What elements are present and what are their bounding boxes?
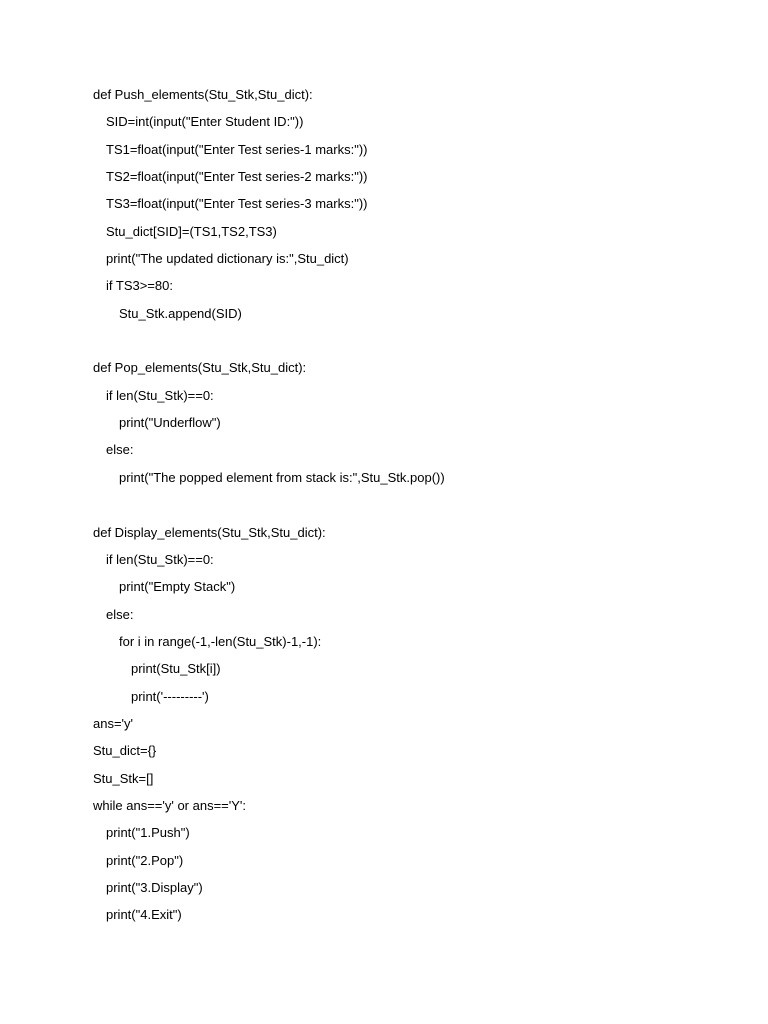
code-line: print('---------') — [131, 688, 209, 704]
code-line: Stu_Stk.append(SID) — [119, 305, 242, 321]
code-line: def Push_elements(Stu_Stk,Stu_dict): — [93, 87, 313, 102]
code-line: TS2=float(input("Enter Test series-2 marks:")) — [106, 169, 368, 185]
code-line: print("3.Display") — [106, 879, 203, 895]
code-line: print("1.Push") — [106, 825, 190, 841]
code-listing — [93, 86, 445, 934]
code-line: print("Underflow") — [119, 415, 221, 431]
code-line: SID=int(input("Enter Student ID:")) — [106, 114, 304, 130]
blank-line — [93, 332, 445, 359]
code-line: print("Empty Stack") — [119, 579, 236, 595]
code-line: Stu_Stk=[] — [93, 770, 154, 786]
code-line: def Display_elements(Stu_Stk,Stu_dict): — [93, 524, 326, 540]
code-line: print("4.Exit") — [106, 907, 182, 923]
code-line: def Pop_elements(Stu_Stk,Stu_dict): — [93, 360, 307, 376]
blank-line — [93, 496, 445, 523]
code-line: ans='y' — [93, 715, 134, 731]
code-line: TS1=float(input("Enter Test series-1 marks:")) — [106, 141, 368, 157]
code-line: Stu_dict[SID]=(TS1,TS2,TS3) — [106, 223, 277, 239]
code-line: while ans=='y' or ans=='Y': — [93, 797, 247, 813]
code-line: if TS3>=80: — [106, 278, 173, 294]
code-line: print("The popped element from stack is:",Stu_Stk.pop()) — [119, 469, 445, 485]
code-line: print("2.Pop") — [106, 852, 184, 868]
code-line: if len(Stu_Stk)==0: — [106, 551, 214, 567]
code-line: print(Stu_Stk[i]) — [131, 661, 221, 677]
code-line: else: — [106, 606, 134, 622]
code-line: else: — [106, 442, 134, 458]
code-line: Stu_dict={} — [93, 743, 157, 759]
code-line: print("The updated dictionary is:",Stu_dict) — [106, 251, 349, 267]
code-line: TS3=float(input("Enter Test series-3 marks:")) — [106, 196, 368, 212]
code-line: for i in range(-1,-len(Stu_Stk)-1,-1): — [119, 633, 322, 649]
code-line: if len(Stu_Stk)==0: — [106, 387, 214, 403]
